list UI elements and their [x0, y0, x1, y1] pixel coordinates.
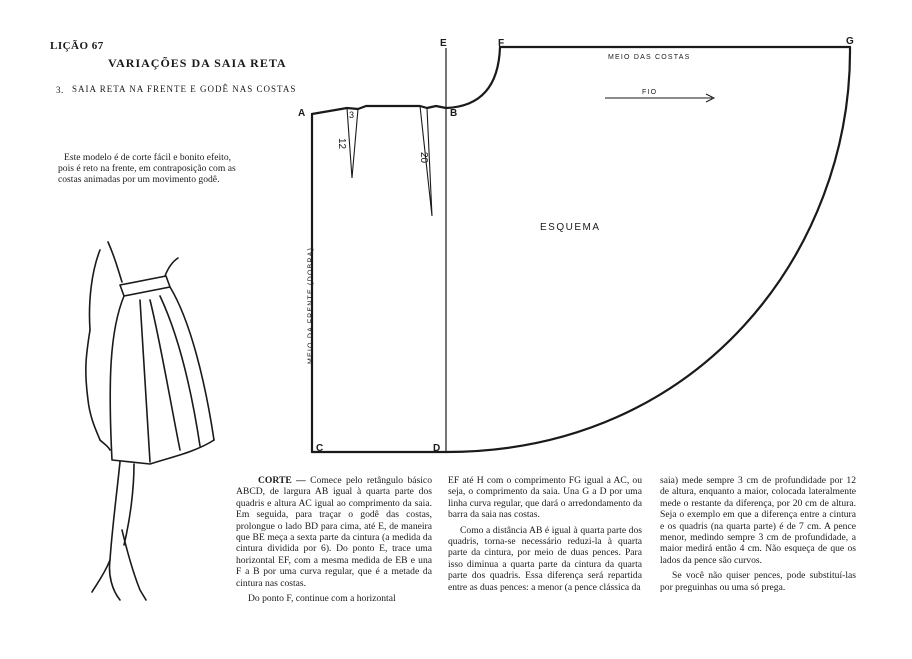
back-hem-arc	[446, 47, 850, 452]
dart-label-20: 20	[418, 151, 430, 164]
label-esquema: ESQUEMA	[540, 222, 601, 233]
point-b: B	[450, 108, 458, 119]
dart-label-12: 12	[336, 137, 348, 150]
dart-mark-3: 3	[349, 110, 355, 120]
col1-paragraph-1: Comece pelo retângulo básico ABCD, de largura AB igual à quarta parte dos quadris e altura AC igual ao comprimento da saia. Em seguida, para traçar o godê das costas, prolongue o lado BD para cima, até E, de maneira que BE meça a sexta parte da cintura (a medida da cintura dividida por 6). Do ponto E, trace uma horizontal EF, com a mesma medida de EB e una F a B por uma curva regular, que é a metade da cintura nas costas.	[236, 475, 432, 589]
lesson-number: LIÇÃO 67	[50, 40, 104, 52]
text-column-1	[236, 475, 432, 608]
subtitle: SAIA RETA NA FRENTE E GODÊ NAS COSTAS	[72, 84, 297, 94]
point-f: F	[498, 38, 505, 49]
col2-paragraph-1: EF até H com o comprimento FG igual a AC, ou seja, o comprimento da saia. Una G a D por uma linha curva regular, que dará o arredondamento da barra da saia nas costas.	[448, 475, 642, 521]
back-waist-curve	[446, 47, 500, 108]
point-c: C	[316, 443, 324, 454]
col3-paragraph-1: saia) mede sempre 3 cm de profundidade por 12 de altura, enquanto a maior, colocada lateralmente mede o restante da diferença, por 20 cm de altura. Seja o exemplo em que a diferença entre a cintura e os quadris (na quarta parte) é de 7 cm. A pence menor, medindo sempre 3 cm de profundidade, a maior medirá então 4 cm. Não esqueça de que os lados da pence são curvos.	[660, 475, 856, 566]
point-d: D	[433, 443, 441, 454]
point-e: E	[440, 38, 447, 49]
label-meio-costas: MEIO DAS COSTAS	[608, 54, 691, 61]
point-g: G	[846, 36, 854, 47]
model-illustration	[86, 242, 214, 600]
intro-paragraph: Este modelo é de corte fácil e bonito efeito, pois é reto na frente, em contraposição com as costas animadas por um movimento godê.	[58, 152, 236, 185]
section-lead: CORTE —	[258, 475, 306, 486]
point-a: A	[298, 108, 306, 119]
col1-paragraph-2: Do ponto F, continue com a horizontal	[248, 593, 396, 605]
label-fio: FIO	[642, 89, 658, 96]
col2-paragraph-2: Como a distância AB é igual à quarta parte dos quadris, torna-se necessário reduzi-la à quarta parte da cintura, por meio de duas pences. Para isso diminua a quarta parte da cintura da quarta parte dos quadris. Essa diferença será repartida entre as duas pences: a menor (a pence clássica da	[448, 524, 642, 593]
page-title: VARIAÇÕES DA SAIA RETA	[108, 56, 287, 70]
subtitle-number: 3.	[56, 85, 64, 95]
waist-line	[312, 106, 446, 114]
label-meio-frente: MEIO DA FRENTE (DOBRA)	[307, 246, 315, 365]
text-column-2	[448, 475, 642, 597]
text-column-3	[660, 475, 856, 597]
col3-paragraph-2: Se você não quiser pences, pode substituí-las por preguinhas ou uma só prega.	[660, 570, 856, 593]
